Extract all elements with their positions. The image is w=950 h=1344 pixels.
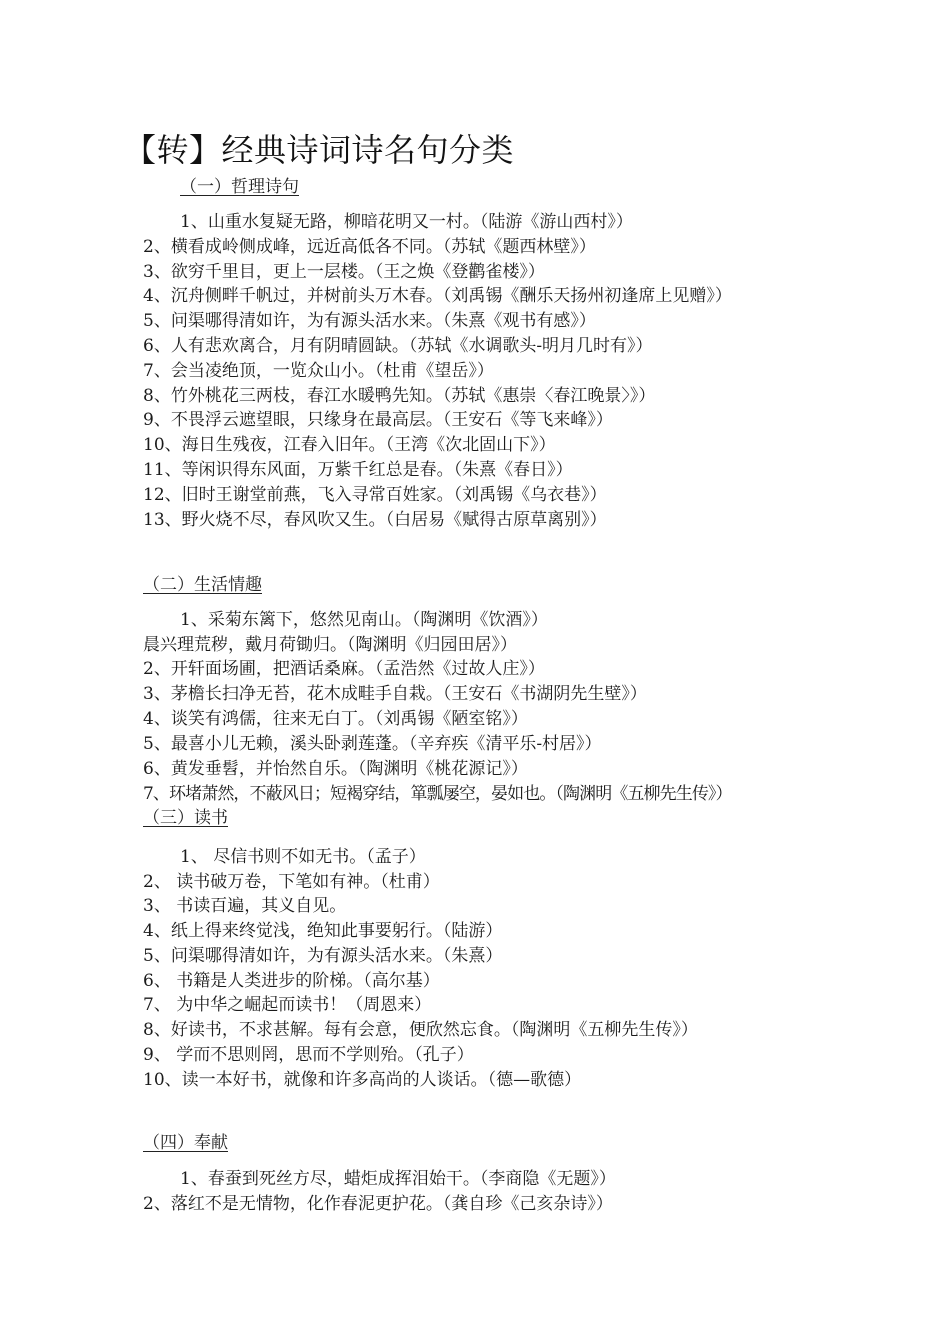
- poem-line: 4、纸上得来终觉浅，绝知此事要躬行。（陆游）: [143, 921, 503, 941]
- poem-line: 1、采菊东篱下，悠然见南山。（陶渊明《饮酒》）: [180, 610, 548, 630]
- section-heading-life: （二）生活情趣: [143, 575, 262, 595]
- poem-line: 2、落红不是无情物，化作春泥更护花。（龚自珍《己亥杂诗》）: [143, 1194, 613, 1214]
- poem-line: 7、环堵萧然，不蔽风日；短褐穿结，箪瓢屡空，晏如也。（陶渊明《五柳先生传》）: [143, 784, 732, 804]
- poem-line: 6、黄发垂髫，并怡然自乐。（陶渊明《桃花源记》）: [143, 759, 528, 779]
- poem-line: 3、茅檐长扫净无苔，花木成畦手自栽。（王安石《书湖阴先生壁》）: [143, 684, 647, 704]
- poem-line: 2、开轩面场圃，把酒话桑麻。（孟浩然《过故人庄》）: [143, 659, 545, 679]
- poem-line: 4、沉舟侧畔千帆过，并树前头万木春。（刘禹锡《酬乐天扬州初逢席上见赠》）: [143, 286, 732, 306]
- poem-line: 1、山重水复疑无路，柳暗花明又一村。（陆游《游山西村》）: [180, 212, 633, 232]
- poem-line: 6、 书籍是人类进步的阶梯。（高尔基）: [143, 971, 440, 991]
- section-heading-dedication: （四）奉献: [143, 1133, 228, 1153]
- poem-line: 1、 尽信书则不如无书。（孟子）: [180, 847, 426, 867]
- poem-line: 3、 书读百遍，其义自见。: [143, 896, 347, 916]
- poem-line: 13、野火烧不尽，春风吹又生。（白居易《赋得古原草离别》）: [143, 510, 607, 530]
- poem-line: 12、旧时王谢堂前燕，飞入寻常百姓家。（刘禹锡《乌衣巷》）: [143, 485, 607, 505]
- poem-line: 7、会当凌绝顶，一览众山小。（杜甫《望岳》）: [143, 361, 494, 381]
- poem-line: 3、欲穷千里目，更上一层楼。（王之焕《登鹳雀楼》）: [143, 262, 545, 282]
- section-heading-reading: （三）读书: [143, 808, 228, 828]
- poem-line: 9、 学而不思则罔，思而不学则殆。（孔子）: [143, 1045, 474, 1065]
- poem-line: 晨兴理荒秽，戴月荷锄归。（陶渊明《归园田居》）: [143, 635, 517, 655]
- poem-line: 4、谈笑有鸿儒，往来无白丁。（刘禹锡《陋室铭》）: [143, 709, 528, 729]
- poem-line: 10、读一本好书，就像和许多高尚的人谈话。（德—歌德）: [143, 1070, 582, 1090]
- poem-line: 10、海日生残夜，江春入旧年。（王湾《次北固山下》）: [143, 435, 556, 455]
- poem-line: 9、不畏浮云遮望眼，只缘身在最高层。（王安石《等飞来峰》）: [143, 410, 613, 430]
- poem-line: 7、 为中华之崛起而读书！（周恩来）: [143, 995, 432, 1015]
- poem-line: 8、好读书，不求甚解。每有会意，便欣然忘食。（陶渊明《五柳先生传》）: [143, 1020, 698, 1040]
- poem-line: 1、春蚕到死丝方尽，蜡炬成挥泪始干。（李商隐《无题》）: [180, 1169, 616, 1189]
- poem-line: 2、横看成岭侧成峰，远近高低各不同。（苏轼《题西林壁》）: [143, 237, 596, 257]
- section-heading-philosophy: （一）哲理诗句: [180, 177, 299, 197]
- poem-line: 5、问渠哪得清如许，为有源头活水来。（朱熹《观书有感》）: [143, 311, 596, 331]
- poem-line: 8、竹外桃花三两枝，春江水暖鸭先知。（苏轼《惠崇〈春江晚景〉》）: [143, 386, 656, 406]
- document-title: 【转】经典诗词诗名句分类: [124, 131, 515, 169]
- poem-line: 11、等闲识得东风面，万紫千红总是春。（朱熹《春日》）: [143, 460, 573, 480]
- poem-line: 5、最喜小儿无赖，溪头卧剥莲蓬。（辛弃疾《清平乐-村居》）: [143, 734, 602, 754]
- poem-line: 6、人有悲欢离合，月有阴晴圆缺。（苏轼《水调歌头-明月几时有》）: [143, 336, 653, 356]
- poem-line: 2、 读书破万卷，下笔如有神。（杜甫）: [143, 872, 440, 892]
- poem-line: 5、问渠哪得清如许，为有源头活水来。（朱熹）: [143, 946, 503, 966]
